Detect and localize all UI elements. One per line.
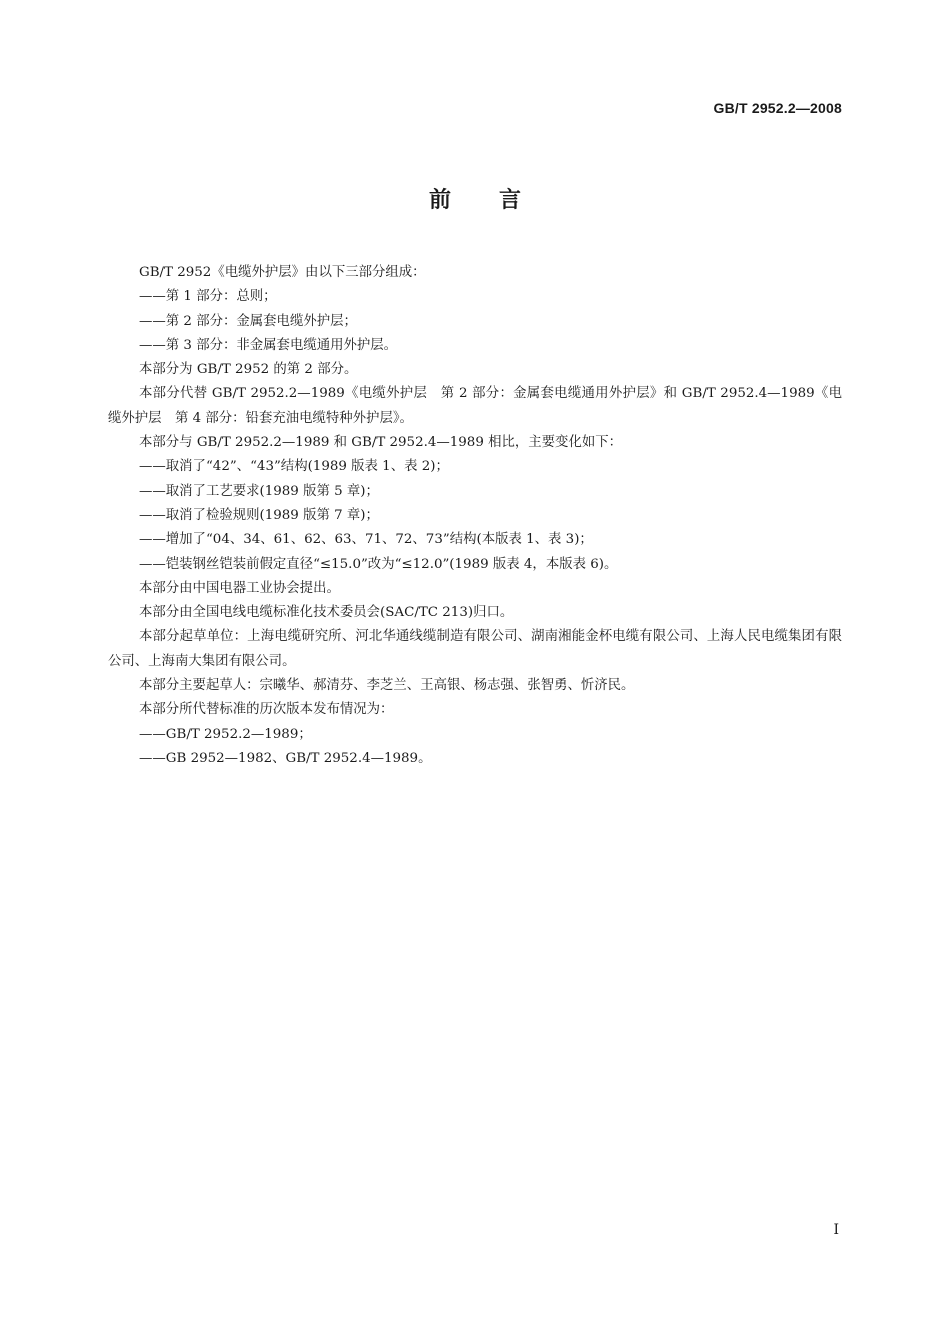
paragraph-changes-intro: 本部分与 GB/T 2952.2—1989 和 GB/T 2952.4—1989 相比，主要变化如下：	[139, 435, 623, 451]
list-item-change-3: ——取消了检验规则(1989 版第 7 章)；	[139, 507, 379, 523]
paragraph-replaces: 本部分代替 GB/T 2952.2—1989《电缆外护层 第 2 部分：金属套电缆通用外护层》和 GB/T 2952.4—1989《电缆外护层 第 4 部分：铅套充油电缆特种外护层》。	[108, 386, 842, 426]
paragraph-drafters: 本部分主要起草人：宗曦华、郝清芬、李芝兰、王高银、杨志强、张智勇、忻济民。	[139, 678, 635, 694]
list-item-change-2: ——取消了工艺要求(1989 版第 5 章)；	[139, 483, 379, 499]
paragraph-history-intro: 本部分所代替标准的历次版本发布情况为：	[139, 702, 394, 718]
list-item-change-5: ——铠装钢丝铠装前假定直径“≤15.0”改为“≤12.0”(1989 版表 4，本版表 6)。	[139, 556, 618, 572]
list-item-history-2: ——GB 2952—1982、GB/T 2952.4—1989。	[139, 750, 432, 766]
list-item-part-1: ——第 1 部分：总则；	[139, 289, 277, 305]
list-item-part-3: ——第 3 部分：非金属套电缆通用外护层。	[139, 337, 398, 353]
list-item-change-4: ——增加了“04、34、61、62、63、71、72、73”结构(本版表 1、表 3)；	[139, 532, 593, 548]
foreword-body	[108, 261, 842, 771]
paragraph-centralized-by: 本部分由全国电线电缆标准化技术委员会(SAC/TC 213)归口。	[139, 605, 514, 621]
paragraph-proposed-by: 本部分由中国电器工业协会提出。	[139, 580, 340, 596]
list-item-history-1: ——GB/T 2952.2—1989；	[139, 726, 312, 742]
paragraph-composition: GB/T 2952《电缆外护层》由以下三部分组成：	[139, 265, 426, 280]
list-item-part-2: ——第 2 部分：金属套电缆外护层；	[139, 313, 357, 329]
list-item-change-1: ——取消了“42”、“43”结构(1989 版表 1、表 2)；	[139, 459, 449, 475]
standard-number: GB/T 2952.2—2008	[713, 100, 842, 116]
paragraph-drafting-units: 本部分起草单位：上海电缆研究所、河北华通线缆制造有限公司、湖南湘能金杯电缆有限公司、上海人民电缆集团有限公司、上海南大集团有限公司。	[108, 629, 842, 669]
page-number: I	[833, 1222, 839, 1238]
paragraph-this-part: 本部分为 GB/T 2952 的第 2 部分。	[139, 362, 358, 378]
page-title: 前言	[428, 188, 569, 213]
